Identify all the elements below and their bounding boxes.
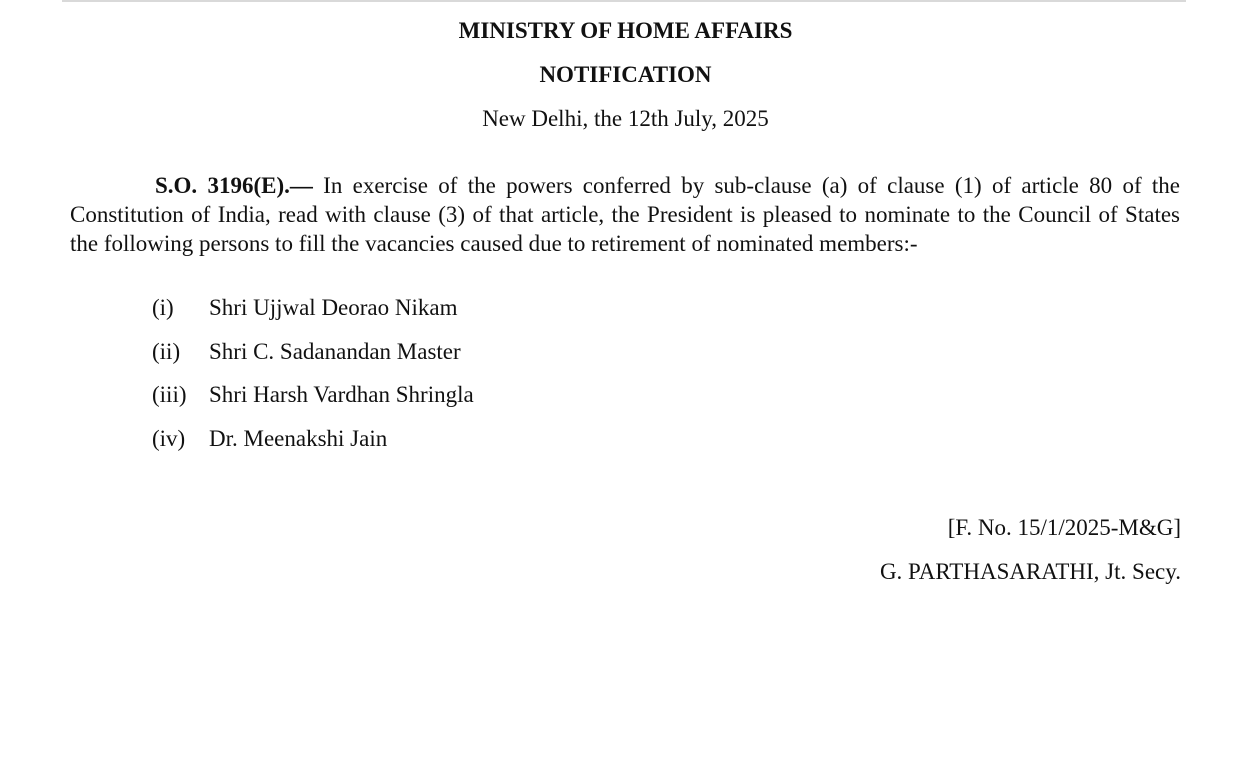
notification-body: [70, 171, 1180, 258]
nominee-number: (iv): [152, 425, 186, 451]
nominee-item: [152, 337, 474, 381]
ministry-heading: MINISTRY OF HOME AFFAIRS: [458, 18, 793, 43]
nominee-list: [152, 293, 474, 467]
nominee-item: [152, 424, 474, 468]
statutory-order-reference: S.O. 3196(E).—: [155, 173, 313, 198]
nominee-name: Dr. Meenakshi Jain: [209, 425, 388, 451]
notification-heading: NOTIFICATION: [539, 62, 712, 87]
signatory: G. PARTHASARATHI, Jt. Secy.: [879, 559, 1181, 584]
nominee-item: [152, 293, 474, 337]
top-divider: [62, 0, 1186, 2]
nominee-name: Shri Ujjwal Deorao Nikam: [209, 295, 458, 320]
file-number: [F. No. 15/1/2025-M&G]: [947, 515, 1181, 540]
nominee-number: (ii): [152, 338, 181, 364]
nominee-number: (iii): [152, 382, 187, 407]
place-date-line: New Delhi, the 12th July, 2025: [482, 106, 769, 131]
nominee-item: [152, 380, 474, 424]
nominee-name: Shri Harsh Vardhan Shringla: [209, 382, 474, 407]
nominee-number: (i): [152, 295, 174, 320]
nominee-name: Shri C. Sadanandan Master: [209, 338, 461, 364]
notification-body-text: In exercise of the powers conferred by sub-clause (a) of clause (1) of article 80 of the Constitution of India, read with clause (3) of that article, the President is pleased to nominate to the Council of States the following persons to fill the vacancies caused due to retirement of nominated members:-: [70, 173, 1181, 256]
